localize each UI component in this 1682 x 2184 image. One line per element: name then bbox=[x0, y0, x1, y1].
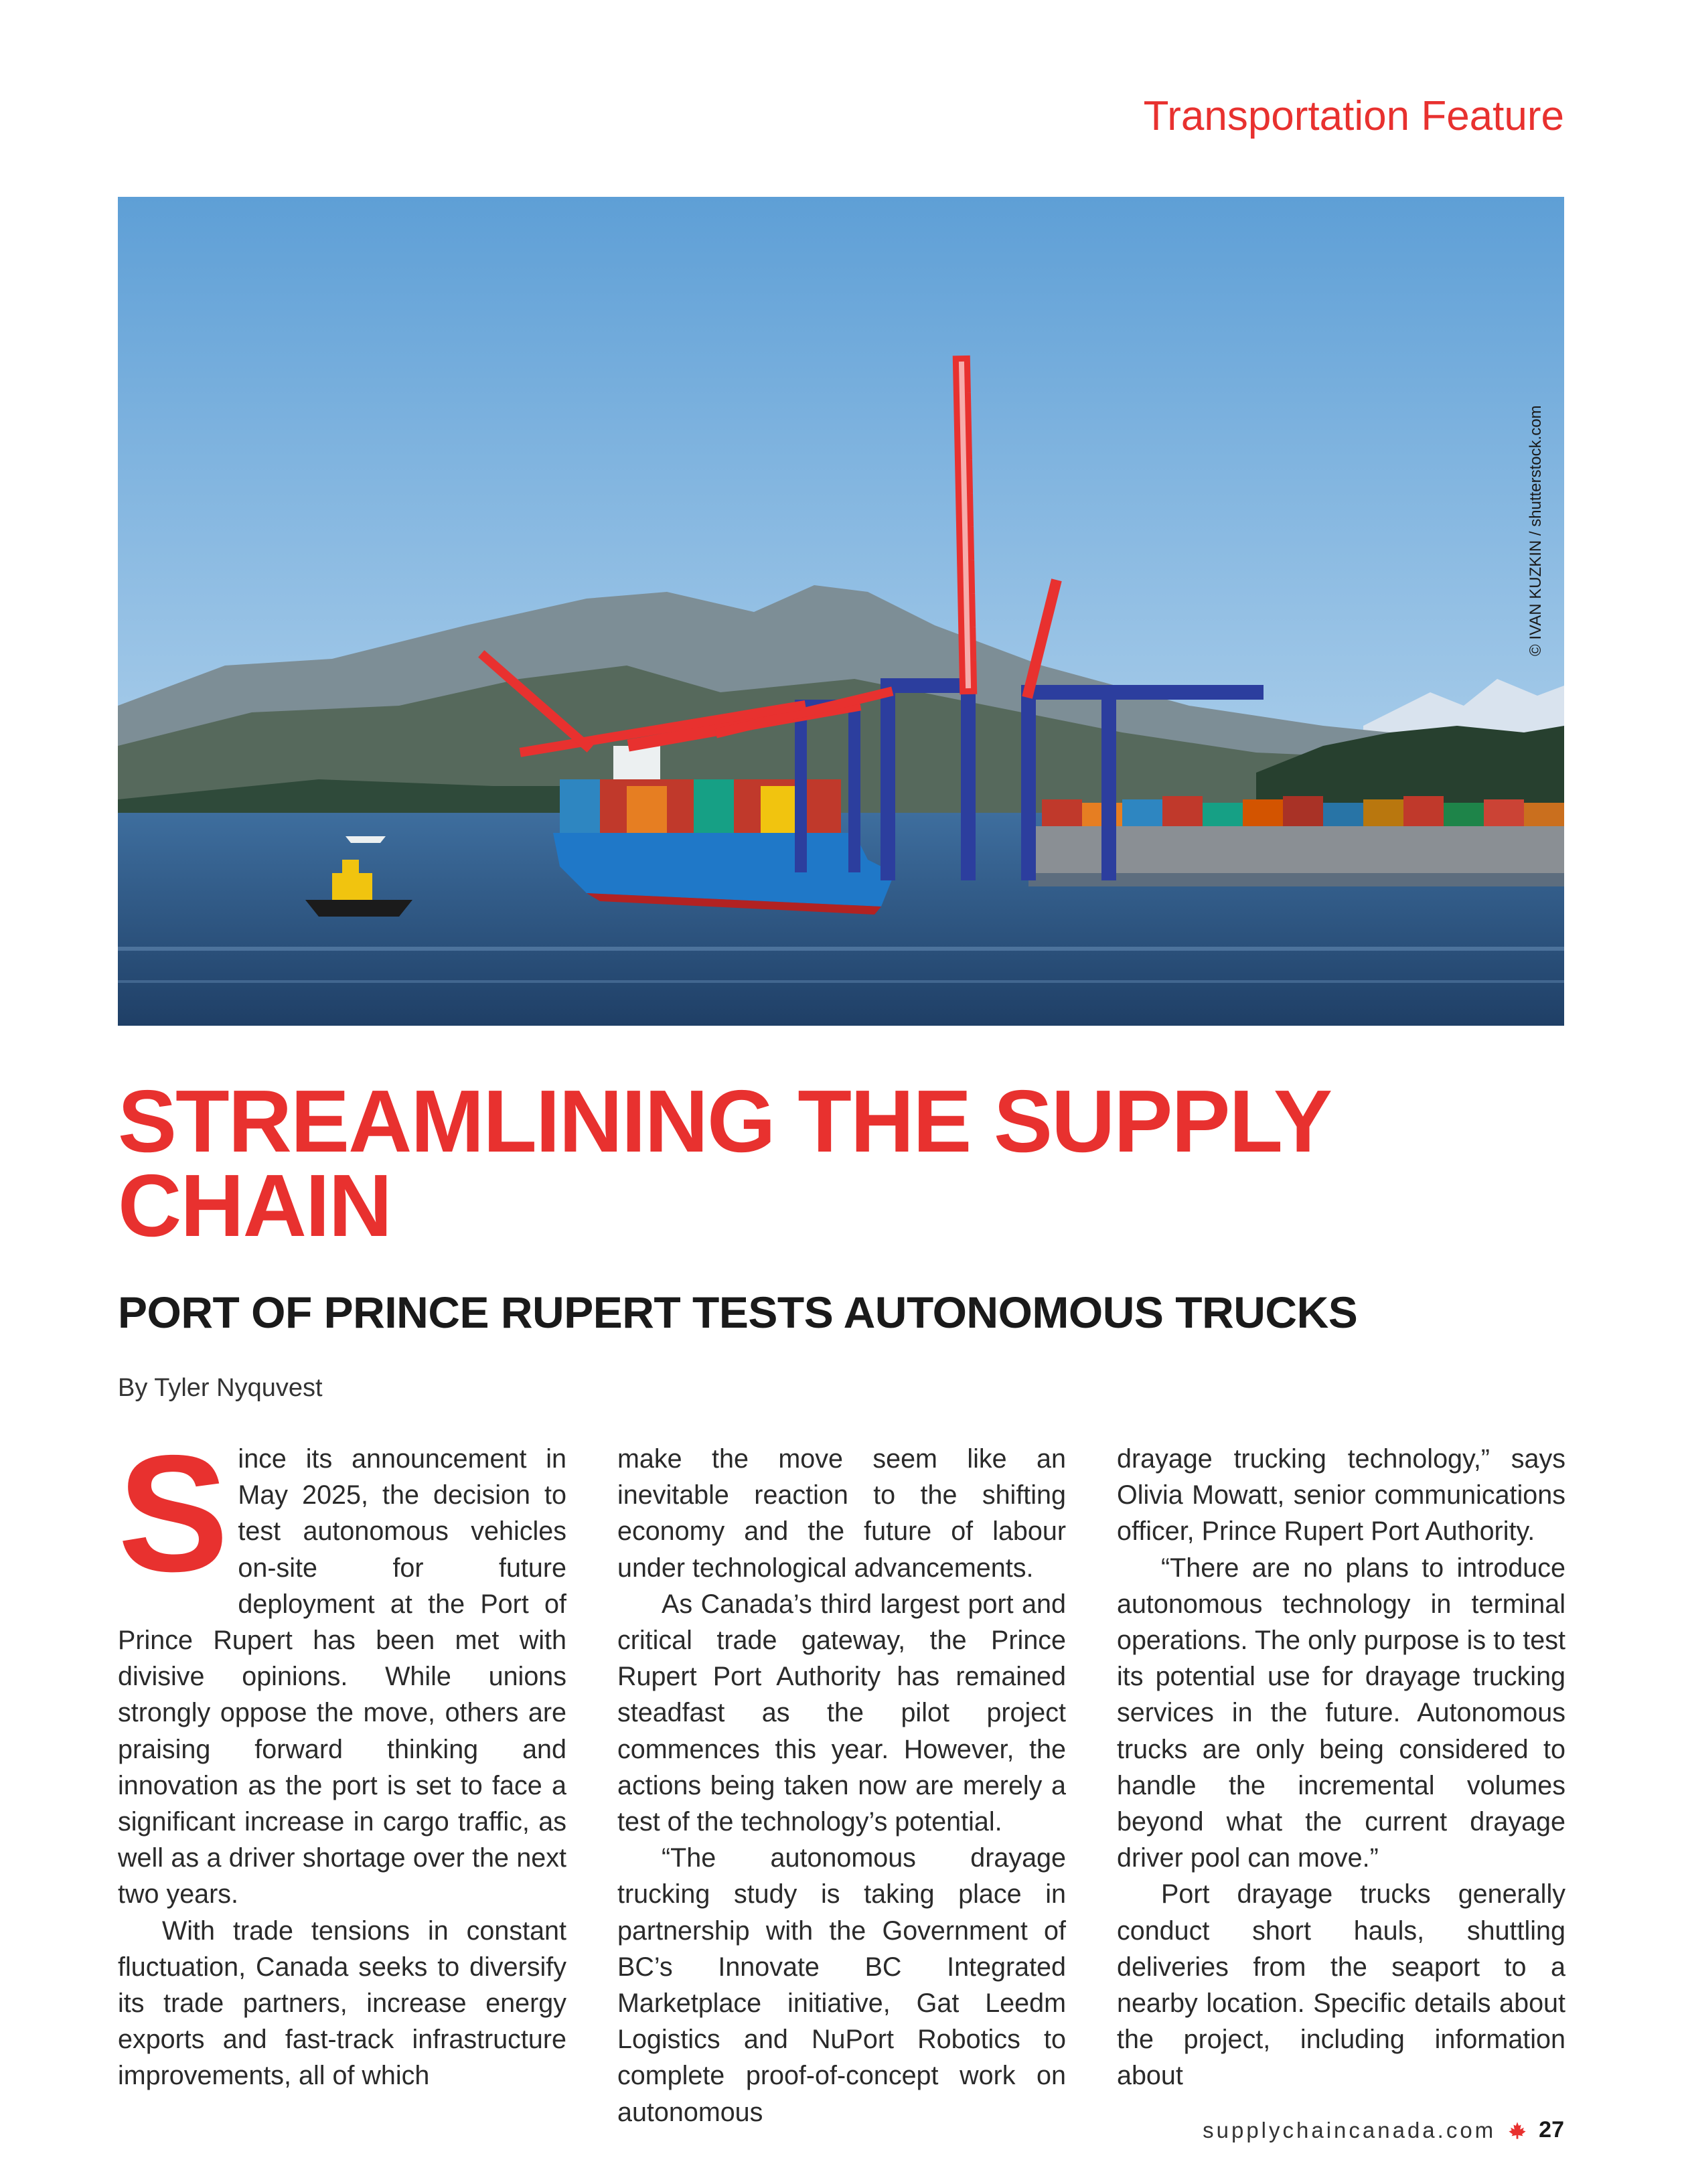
hero-photo-port bbox=[118, 197, 1564, 1026]
paragraph: drayage trucking technology,” says Olivia Mowatt, senior communications officer, Prince Rupert Port Authority. bbox=[1117, 1444, 1565, 1547]
site-url: supplychaincanada.com bbox=[1203, 2117, 1497, 2142]
article-title: STREAMLINING THE SUPPLY CHAIN bbox=[118, 1072, 1330, 1255]
paragraph: “There are no plans to introduce autonomous technology in terminal operations. The only purpose is to test its potential use for drayage trucking services in the future. Autonomous trucks are only being considered to handle the incremental volumes beyond what the current drayage driver pool can move.” bbox=[1117, 1553, 1565, 1873]
maple-leaf-icon bbox=[1508, 2121, 1527, 2140]
paragraph bbox=[118, 1420, 566, 1913]
paragraph-text: ince its announcement in May 2025, the decision to test autonomous vehicles on-site for future deployment at the Port of Prince Rupert has been met with divisive opinions. While unions strongly oppose the move, others are praising forward thinking and innovation as the port is set to face a significant increase in cargo traffic, as well as a driver shortage over the next two years. bbox=[118, 1444, 566, 1909]
article-column-2 bbox=[617, 1441, 1066, 2130]
drop-cap: S bbox=[118, 1420, 229, 1606]
section-label: Transportation Feature bbox=[1143, 93, 1564, 139]
page-footer bbox=[1203, 2117, 1564, 2143]
byline: By Tyler Nyquvest bbox=[118, 1374, 323, 1402]
article-subtitle: PORT OF PRINCE RUPERT TESTS AUTONOMOUS TRUCKS bbox=[118, 1288, 1358, 1337]
paragraph: As Canada’s third largest port and critical trade gateway, the Prince Rupert Port Authority has remained steadfast as the pilot project commences this year. However, the actions being taken now are merely a test of the technology’s potential. bbox=[617, 1589, 1066, 1837]
photo-credit: © IVAN KUZKIN / shutterstock.com bbox=[1527, 405, 1545, 656]
port-illustration bbox=[118, 197, 1564, 1026]
paragraph: Port drayage trucks generally conduct short hauls, shuttling deliveries from the seaport to a nearby location. Specific details about the project, including information about bbox=[1117, 1879, 1565, 2091]
article-column-3 bbox=[1117, 1441, 1565, 2094]
article-column-1 bbox=[118, 1420, 566, 2094]
paragraph: With trade tensions in constant fluctuation, Canada seeks to diversify its trade partners, increase energy exports and fast-track infrastructure improvements, all of which bbox=[118, 1916, 566, 2091]
paragraph: make the move seem like an inevitable reaction to the shifting economy and the future of labour under technological advancements. bbox=[617, 1444, 1066, 1583]
page-number: 27 bbox=[1539, 2117, 1564, 2142]
paragraph: “The autonomous drayage trucking study is taking place in partnership with the Government of BC’s Innovate BC Integrated Marketplace initiative, Gat Leedm Logistics and NuPort Robotics to complete proof-of-concept work on autonomous bbox=[617, 1843, 1066, 2127]
